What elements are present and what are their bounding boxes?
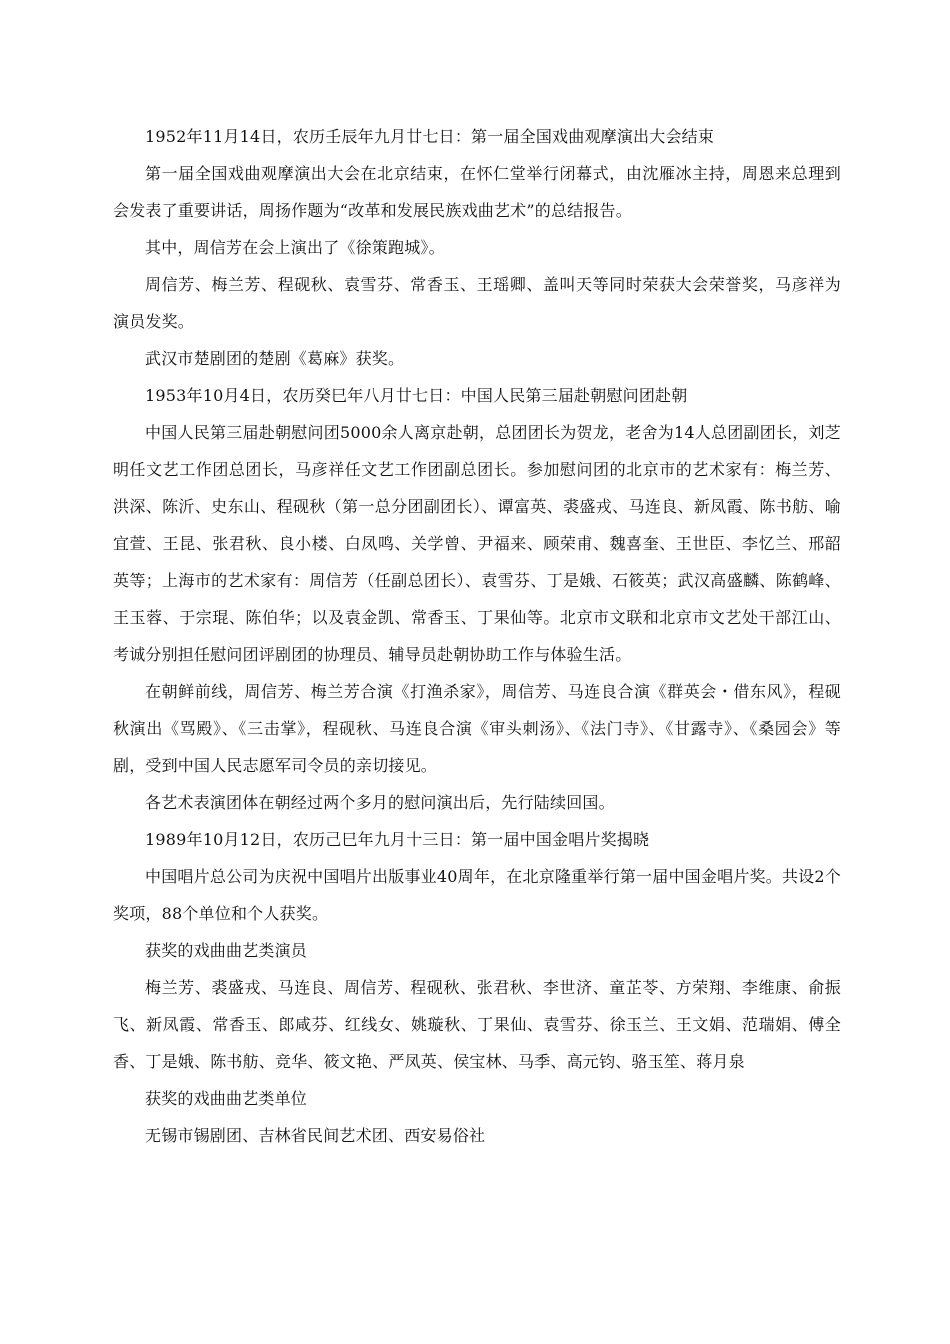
paragraph-unit-list: 无锡市锡剧团、吉林省民间艺术团、西安易俗社 xyxy=(145,1126,486,1145)
paragraph-frontline-performances: 在朝鲜前线，周信芳、梅兰芳合演《打渔杀家》，周信芳、马连良合演《群英会・借东风》，程砚秋演出《骂殿》、《三击掌》，程砚秋、马连良合演《审头刺汤》、《法门寺》、《甘露寺》、《桑园会》等剧，受到中国人民志愿军司令员的亲切接见。 xyxy=(113,682,841,775)
paragraph-delegation-members: 中国人民第三届赴朝慰问团5000余人离京赴朝，总团团长为贺龙，老舍为14人总团副团长，刘芝明任文艺工作团总团长，马彦祥任文艺工作团副总团长。参加慰问团的北京市的艺术家有：梅兰芳、洪深、陈沂、史东山、程砚秋（第一总分团副团长）、谭富英、裘盛戎、马连良、新凤霞、陈书舫、喻宜萱、王昆、张君秋、良小楼、白凤鸣、关学曾、尹福来、顾荣甫、魏喜奎、王世臣、李忆兰、邢韶英等；上海市的艺术家有：周信芳（任副总团长）、袁雪芬、丁是娥、石筱英；武汉高盛麟、陈鹤峰、王玉蓉、于宗琨、陈伯华；以及袁金凯、常香玉、丁果仙等。北京市文联和北京市文艺处干部江山、考诚分别担任慰问团评剧团的协理员、辅导员赴朝协助工作与体验生活。 xyxy=(113,423,841,664)
paragraph-zhou-xinfang-performance: 其中，周信芳在会上演出了《徐策跑城》。 xyxy=(145,238,445,257)
paragraph-closing-ceremony: 第一届全国戏曲观摩演出大会在北京结束，在怀仁堂举行闭幕式，由沈雁冰主持，周恩来总理到会发表了重要讲话，周扬作题为“改革和发展民族戏曲艺术”的总结报告。 xyxy=(113,164,841,220)
subheading-award-units: 获奖的戏曲曲艺类单位 xyxy=(145,1089,308,1108)
heading-1952-event: 1952年11月14日，农历壬辰年九月廿七日：第一届全国戏曲观摩演出大会结束 xyxy=(145,127,715,146)
paragraph-wuhan-chu-opera: 武汉市楚剧团的楚剧《葛麻》获奖。 xyxy=(145,349,405,368)
document-body xyxy=(113,118,841,1154)
heading-1989-event: 1989年10月12日，农历己巳年九月十三日：第一届中国金唱片奖揭晓 xyxy=(145,830,650,849)
heading-1953-event: 1953年10月4日，农历癸巳年八月廿七日：中国人民第三届赴朝慰问团赴朝 xyxy=(145,386,688,405)
paragraph-honor-award: 周信芳、梅兰芳、程砚秋、袁雪芬、常香玉、王瑶卿、盖叫天等同时荣获大会荣誉奖，马彦祥为演员发奖。 xyxy=(113,275,841,331)
subheading-award-performers: 获奖的戏曲曲艺类演员 xyxy=(145,941,308,960)
paragraph-gold-record-award: 中国唱片总公司为庆祝中国唱片出版事业40周年，在北京隆重举行第一届中国金唱片奖。共设2个奖项，88个单位和个人获奖。 xyxy=(113,867,841,923)
paragraph-performer-list: 梅兰芳、裘盛戎、马连良、周信芳、程砚秋、张君秋、李世济、童芷苓、方荣翔、李维康、俞振飞、新凤霞、常香玉、郎咸芬、红线女、姚璇秋、丁果仙、袁雪芬、徐玉兰、王文娟、范瑞娟、傅全香、丁是娥、陈书舫、竞华、筱文艳、严凤英、侯宝林、马季、高元钧、骆玉笙、蒋月泉 xyxy=(113,978,841,1071)
paragraph-return-home: 各艺术表演团体在朝经过两个多月的慰问演出后，先行陆续回国。 xyxy=(145,793,615,812)
